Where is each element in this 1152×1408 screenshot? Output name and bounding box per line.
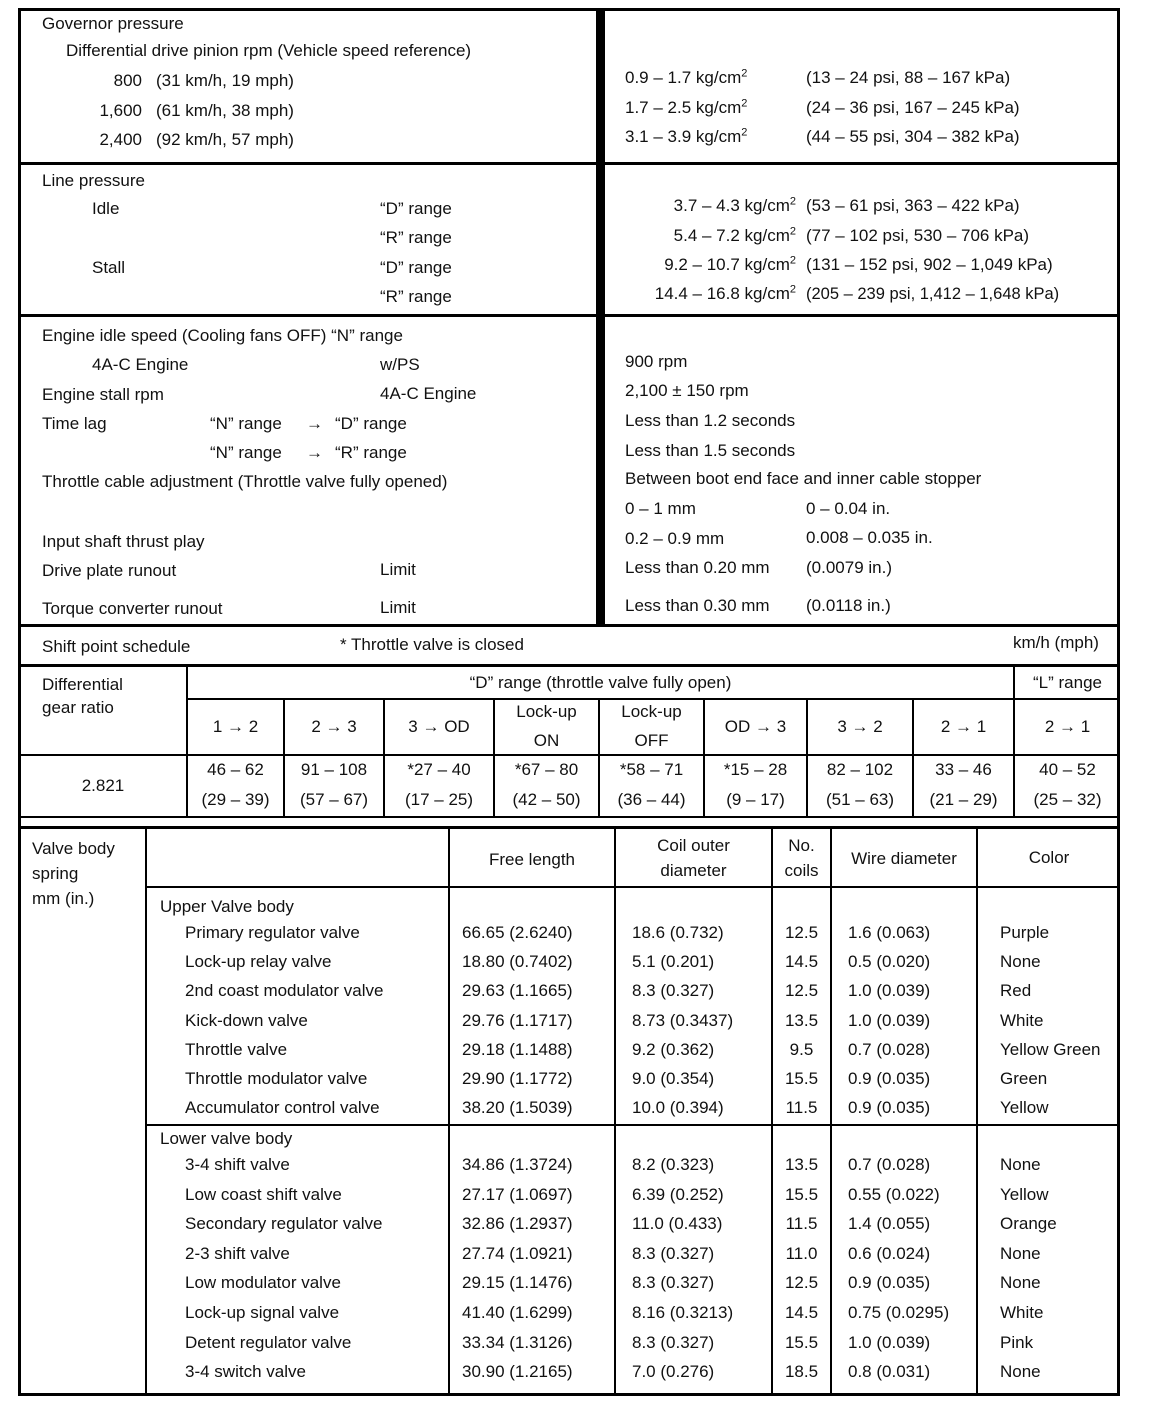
torque-converter-label: Torque converter runout: [42, 599, 223, 618]
superscript: 2: [789, 195, 796, 208]
valve-name: 3-4 switch valve: [185, 1362, 306, 1382]
free-length: 29.90 (1.1772): [462, 1069, 573, 1088]
free-length: 18.80 (0.7402): [462, 952, 573, 972]
wire-diameter: 0.9 (0.035): [848, 1069, 931, 1088]
shift-note: * Throttle valve is closed: [340, 635, 524, 654]
shift-col-header: 2 → 1: [1044, 717, 1091, 736]
free-length: 38.20 (1.5039): [462, 1098, 573, 1118]
torque-converter-mm: Less than 0.30 mm: [625, 596, 770, 615]
idle-rpm-value: 900 rpm: [625, 352, 688, 371]
spring-col-line: [145, 826, 147, 1396]
shift-col-value: *67 – 80: [514, 760, 579, 779]
gear-ratio-label: gear ratio: [42, 698, 114, 717]
shift-col-header: OD → 3: [724, 717, 787, 736]
superscript: 2: [741, 97, 748, 110]
governor-alt: (24 – 36 psi, 167 – 245 kPa): [806, 98, 1020, 117]
coil-diameter: 8.3 (0.327): [632, 981, 715, 1001]
valve-name: Lock-up signal valve: [185, 1303, 340, 1322]
shift-col-header: 2 → 3: [311, 717, 357, 736]
coil-header: Coil outer: [657, 836, 730, 855]
governor-rpm: 2,400: [99, 130, 142, 149]
coil-count: 9.5: [789, 1039, 814, 1059]
line-pressure-stall: Stall: [92, 258, 126, 277]
time-lag-r-to: “R” range: [335, 443, 407, 462]
spring-head-line: [145, 886, 1120, 888]
wire-diameter: 0.9 (0.035): [848, 1098, 931, 1118]
governor-kg: [625, 98, 747, 118]
free-length: 29.63 (1.1665): [462, 981, 573, 1001]
stall-rpm-value: 2,100 ± 150 rpm: [625, 381, 749, 400]
governor-alt: (13 – 24 psi, 88 – 167 kPa): [806, 68, 1011, 87]
coil-count: 12.5: [784, 981, 819, 1001]
divider-shift-end: [18, 816, 1120, 818]
divider-governor: [18, 162, 1120, 165]
line-pressure-kg-value: 9.2 – 10.7 kg/cm: [664, 255, 790, 274]
wire-diameter: 0.75 (0.0295): [848, 1303, 950, 1322]
free-length-header: Free length: [489, 850, 575, 869]
time-lag-n-from: “N” range: [210, 414, 282, 433]
drive-plate-limit: Limit: [380, 560, 416, 579]
free-length: 34.86 (1.3724): [462, 1155, 573, 1174]
idle-engine: 4A-C Engine: [92, 355, 189, 374]
governor-kg-value: 3.1 – 3.9 kg/cm: [625, 127, 742, 146]
spring-color: Red: [1000, 981, 1032, 1001]
drive-plate-mm: Less than 0.20 mm: [625, 558, 770, 577]
spring-col-line: [614, 826, 616, 1396]
valve-name: Secondary regulator valve: [185, 1214, 383, 1234]
drive-plate-in: (0.0079 in.): [806, 558, 892, 577]
idle-speed-label: Engine idle speed (Cooling fans OFF) “N” range: [42, 326, 403, 345]
coil-diameter: 8.2 (0.323): [632, 1155, 715, 1174]
spring-color: None: [1000, 1243, 1041, 1263]
governor-speed: (31 km/h, 19 mph): [156, 71, 294, 90]
superscript: 2: [741, 126, 748, 139]
line-pressure-kg-value: 3.7 – 4.3 kg/cm: [673, 196, 790, 215]
wire-diameter: 0.9 (0.035): [848, 1273, 931, 1293]
shift-col-value: (17 – 25): [404, 790, 474, 809]
throttle-label: Throttle cable adjustment (Throttle valve fully opened): [42, 472, 448, 491]
drive-plate-label: Drive plate runout: [42, 561, 177, 580]
shift-col-header: 3 → 2: [837, 717, 883, 736]
line-pressure-kg: [580, 226, 796, 246]
shift-col-header: Lock-up: [621, 702, 682, 721]
throttle-in: 0 – 0.04 in.: [806, 499, 891, 518]
coil-header: diameter: [660, 861, 727, 880]
shift-col-header: OFF: [634, 731, 669, 750]
spring-color: Purple: [1000, 923, 1050, 942]
spring-color: Yellow Green: [1000, 1039, 1101, 1059]
coil-diameter: 8.3 (0.327): [632, 1243, 715, 1263]
coil-diameter: 18.6 (0.732): [632, 923, 724, 942]
shift-col-value: 33 – 46: [935, 760, 992, 779]
free-length: 27.17 (1.0697): [462, 1184, 573, 1204]
spring-color: None: [1000, 952, 1041, 972]
coil-count: 12.5: [784, 923, 819, 942]
spring-color: Green: [1000, 1069, 1048, 1088]
divider-shift-head: [18, 754, 1120, 756]
line-pressure-range: “D” range: [380, 258, 452, 277]
coil-diameter: 8.73 (0.3437): [632, 1010, 734, 1030]
gear-ratio-value: 2.821: [81, 776, 125, 795]
spring-label: mm (in.): [32, 889, 95, 908]
coil-count: 13.5: [784, 1155, 819, 1174]
line-pressure-range: “D” range: [380, 199, 452, 218]
coil-count: 15.5: [784, 1184, 819, 1204]
coil-count: 11.0: [785, 1243, 818, 1263]
throttle-mm: 0 – 1 mm: [625, 499, 696, 518]
governor-kg-value: 0.9 – 1.7 kg/cm: [625, 68, 742, 87]
shift-col-value: (42 – 50): [512, 790, 581, 809]
valve-name: Detent regulator valve: [185, 1332, 352, 1352]
line-pressure-kg-value: 14.4 – 16.8 kg/cm: [654, 284, 790, 303]
divider-line-pressure: [18, 314, 1120, 317]
gear-ratio-label: Differential: [42, 675, 123, 694]
free-length: 33.34 (1.3126): [462, 1332, 573, 1352]
valve-name: Kick-down valve: [185, 1010, 308, 1030]
valve-name: Throttle valve: [185, 1039, 288, 1059]
stall-label: Engine stall rpm: [42, 385, 164, 404]
coil-count: 11.5: [785, 1214, 818, 1234]
spring-color: Orange: [1000, 1214, 1057, 1234]
l-range-header: “L” range: [1033, 673, 1102, 692]
free-length: 41.40 (1.6299): [462, 1303, 573, 1322]
divider-misc: [18, 624, 1120, 627]
shift-col-header: 3 → OD: [408, 717, 470, 736]
free-length: 32.86 (1.2937): [462, 1214, 573, 1234]
valve-name: Low modulator valve: [185, 1273, 341, 1293]
shift-unit: km/h (mph): [1013, 633, 1099, 652]
shift-col-value: *15 – 28: [723, 760, 788, 779]
valve-name: Primary regulator valve: [185, 923, 360, 942]
line-pressure-range: “R” range: [380, 287, 452, 306]
wire-diameter: 1.6 (0.063): [848, 923, 931, 942]
shift-col-header: ON: [533, 731, 560, 750]
valve-name: Low coast shift valve: [185, 1184, 342, 1204]
input-shaft-mm: 0.2 – 0.9 mm: [625, 529, 725, 548]
governor-kg: [625, 68, 747, 88]
shift-col-header: Lock-up: [516, 702, 577, 721]
governor-kg-value: 1.7 – 2.5 kg/cm: [625, 98, 742, 117]
spring-color: Yellow: [1000, 1184, 1049, 1204]
governor-kg: [625, 127, 747, 147]
line-pressure-kg: [580, 196, 796, 216]
shift-col-value: 91 – 108: [300, 760, 368, 779]
stall-engine: 4A-C Engine: [380, 384, 477, 403]
wire-diameter: 0.7 (0.028): [848, 1039, 931, 1059]
shift-col-value: (51 – 63): [825, 790, 895, 809]
valve-name: Throttle modulator valve: [185, 1069, 368, 1088]
superscript: 2: [741, 67, 748, 80]
idle-wps: w/PS: [380, 355, 420, 374]
coil-diameter: 9.2 (0.362): [632, 1039, 715, 1059]
line-pressure-title: Line pressure: [42, 171, 146, 190]
free-length: 29.18 (1.1488): [462, 1039, 573, 1059]
line-pressure-alt: (205 – 239 psi, 1,412 – 1,648 kPa): [806, 285, 1060, 303]
coil-diameter: 7.0 (0.276): [632, 1362, 715, 1382]
valve-name: Accumulator control valve: [185, 1098, 380, 1118]
superscript: 2: [789, 225, 796, 238]
line-pressure-kg: [580, 284, 796, 304]
free-length: 29.76 (1.1717): [462, 1010, 573, 1030]
torque-converter-limit: Limit: [380, 598, 416, 617]
upper-valve-title: Upper Valve body: [160, 897, 294, 916]
time-lag-nr-value: Less than 1.5 seconds: [625, 441, 796, 460]
coil-diameter: 8.16 (0.3213): [632, 1303, 734, 1322]
line-pressure-idle: Idle: [92, 199, 120, 218]
spring-color: Yellow: [1000, 1098, 1049, 1118]
time-lag-nd-value: Less than 1.2 seconds: [625, 411, 796, 430]
shift-col-header: 1 → 2: [212, 717, 259, 736]
arrow-icon: →: [306, 443, 323, 462]
shift-col-value: (21 – 29): [929, 790, 998, 809]
lower-valve-title: Lower valve body: [160, 1129, 293, 1148]
divider-d-range: [186, 698, 1120, 700]
governor-rpm: 800: [113, 71, 142, 90]
time-lag-n-from: “N” range: [210, 443, 282, 462]
coil-count: 11.5: [785, 1098, 818, 1118]
valve-name: Lock-up relay valve: [185, 952, 332, 972]
coil-diameter: 9.0 (0.354): [632, 1069, 715, 1088]
spring-color: None: [1000, 1362, 1041, 1382]
shift-col-value: 46 – 62: [207, 760, 264, 779]
spring-color: None: [1000, 1155, 1041, 1174]
coil-count: 15.5: [784, 1332, 819, 1352]
governor-title: Governor pressure: [42, 14, 184, 33]
divider-shift-title: [18, 664, 1120, 667]
shift-col-value: *27 – 40: [407, 760, 471, 779]
coil-count: 14.5: [784, 1303, 819, 1322]
free-length: 29.15 (1.1476): [462, 1273, 573, 1293]
shift-col-value: 40 – 52: [1039, 760, 1096, 779]
spring-label: Valve body: [32, 839, 115, 858]
shift-col-value: (36 – 44): [617, 790, 686, 809]
time-lag-d-to: “D” range: [335, 414, 407, 433]
center-divider: [596, 8, 605, 626]
free-length: 27.74 (1.0921): [462, 1243, 573, 1263]
spring-label: spring: [32, 864, 79, 883]
coil-diameter: 8.3 (0.327): [632, 1273, 715, 1293]
coil-diameter: 8.3 (0.327): [632, 1332, 715, 1352]
divider-spring-top: [18, 826, 1120, 829]
wire-diameter: 0.55 (0.022): [848, 1184, 940, 1204]
coil-count: 15.5: [784, 1069, 819, 1088]
governor-alt: (44 – 55 psi, 304 – 382 kPa): [806, 127, 1020, 146]
d-range-header: “D” range (throttle valve fully open): [469, 673, 732, 692]
governor-rpm: 1,600: [99, 101, 142, 120]
coil-diameter: 11.0 (0.433): [632, 1214, 723, 1234]
governor-speed: (92 km/h, 57 mph): [156, 130, 294, 149]
line-pressure-alt: (53 – 61 psi, 363 – 422 kPa): [806, 196, 1020, 215]
spring-col-line: [830, 826, 832, 1396]
spring-color: White: [1000, 1303, 1044, 1322]
coils-header: coils: [784, 861, 819, 880]
governor-speed: (61 km/h, 38 mph): [156, 101, 294, 120]
superscript: 2: [789, 254, 796, 267]
shift-col-value: (25 – 32): [1033, 790, 1102, 809]
spring-col-line: [976, 826, 978, 1396]
spring-col-line: [448, 826, 450, 1396]
line-pressure-alt: (131 – 152 psi, 902 – 1,049 kPa): [806, 255, 1053, 274]
shift-col-value: (57 – 67): [299, 790, 369, 809]
shift-col-header: 2 → 1: [940, 717, 987, 736]
line-pressure-range: “R” range: [380, 228, 452, 247]
free-length: 66.65 (2.6240): [462, 923, 573, 942]
line-pressure-kg: [580, 255, 796, 275]
coil-diameter: 5.1 (0.201): [632, 952, 715, 972]
coil-count: 13.5: [784, 1010, 819, 1030]
spring-color: White: [1000, 1010, 1044, 1030]
spring-color: None: [1000, 1273, 1041, 1293]
wire-diameter: 1.0 (0.039): [848, 981, 931, 1001]
line-pressure-alt: (77 – 102 psi, 530 – 706 kPa): [806, 226, 1030, 245]
superscript: 2: [789, 283, 796, 296]
wire-header: Wire diameter: [851, 849, 957, 868]
coil-diameter: 10.0 (0.394): [632, 1098, 724, 1118]
wire-diameter: 0.8 (0.031): [848, 1362, 931, 1382]
wire-diameter: 0.6 (0.024): [848, 1243, 931, 1263]
governor-subtitle: Differential drive pinion rpm (Vehicle speed reference): [66, 41, 472, 60]
free-length: 30.90 (1.2165): [462, 1362, 573, 1382]
valve-name: 3-4 shift valve: [185, 1155, 290, 1174]
spring-color: Pink: [1000, 1332, 1034, 1352]
valve-name: 2nd coast modulator valve: [185, 981, 384, 1001]
color-header: Color: [1028, 848, 1070, 867]
wire-diameter: 0.5 (0.020): [848, 952, 931, 972]
arrow-icon: →: [306, 414, 323, 433]
wire-diameter: 1.0 (0.039): [848, 1332, 931, 1352]
input-shaft-in: 0.008 – 0.035 in.: [806, 528, 933, 547]
line-pressure-kg-value: 5.4 – 7.2 kg/cm: [673, 226, 790, 245]
shift-title: Shift point schedule: [42, 637, 191, 656]
coil-diameter: 6.39 (0.252): [632, 1184, 724, 1204]
input-shaft-label: Input shaft thrust play: [42, 532, 205, 551]
wire-diameter: 0.7 (0.028): [848, 1155, 931, 1174]
coils-header: No.: [788, 836, 815, 855]
coil-count: 12.5: [784, 1273, 819, 1293]
throttle-value: Between boot end face and inner cable stopper: [625, 469, 982, 488]
wire-diameter: 1.0 (0.039): [848, 1010, 931, 1030]
time-lag-label: Time lag: [42, 414, 107, 433]
torque-converter-in: (0.0118 in.): [806, 596, 891, 615]
shift-col-value: *58 – 71: [619, 760, 684, 779]
spring-lower-line: [145, 1124, 1120, 1126]
wire-diameter: 1.4 (0.055): [848, 1214, 931, 1234]
shift-col-value: (9 – 17): [726, 790, 785, 809]
coil-count: 18.5: [784, 1362, 819, 1382]
coil-count: 14.5: [784, 952, 819, 972]
shift-col-value: (29 – 39): [201, 790, 270, 809]
shift-col-value: 82 – 102: [826, 760, 894, 779]
valve-name: 2-3 shift valve: [185, 1243, 290, 1263]
